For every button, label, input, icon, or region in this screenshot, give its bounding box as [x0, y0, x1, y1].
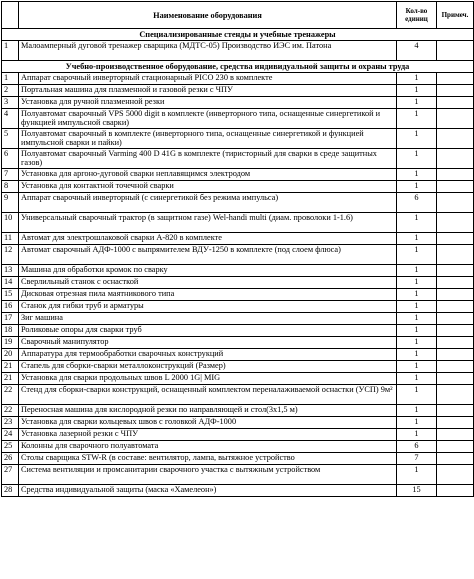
- row-equipment-name: Портальная машина для плазменной и газовой резки с ЧПУ: [19, 85, 397, 97]
- row-number: 15: [2, 289, 19, 301]
- row-number: 4: [2, 109, 19, 129]
- row-quantity: 1: [397, 417, 437, 429]
- row-note: [437, 349, 474, 361]
- row-quantity: 7: [397, 453, 437, 465]
- row-note: [437, 277, 474, 289]
- row-quantity: 1: [397, 277, 437, 289]
- row-quantity: 1: [397, 349, 437, 361]
- table-header-row: [2, 2, 474, 29]
- row-quantity: 1: [397, 301, 437, 313]
- row-number: 28: [2, 485, 19, 497]
- row-quantity: 1: [397, 405, 437, 417]
- row-number: 21: [2, 373, 19, 385]
- table-row: [2, 337, 474, 349]
- row-number: 3: [2, 97, 19, 109]
- row-note: [437, 149, 474, 169]
- row-note: [437, 361, 474, 373]
- row-note: [437, 41, 474, 61]
- header-note: Примеч.: [437, 2, 474, 29]
- row-equipment-name: Установка лазерной резки с ЧПУ: [19, 429, 397, 441]
- row-note: [437, 405, 474, 417]
- section-title: Учебно-производственное оборудование, средства индивидуальной защиты и охраны труда: [2, 61, 474, 73]
- row-note: [437, 417, 474, 429]
- row-quantity: 4: [397, 41, 437, 61]
- row-note: [437, 325, 474, 337]
- row-quantity: 1: [397, 465, 437, 485]
- row-equipment-name: Система вентиляции и промсанитарии сварочного участка с вытяжным устройством: [19, 465, 397, 485]
- table-row: [2, 453, 474, 465]
- row-quantity: 1: [397, 337, 437, 349]
- row-note: [437, 245, 474, 265]
- row-equipment-name: Роликовые опоры для сварки труб: [19, 325, 397, 337]
- row-note: [437, 265, 474, 277]
- row-number: 25: [2, 441, 19, 453]
- table-row: [2, 97, 474, 109]
- table-row: [2, 385, 474, 405]
- row-quantity: 1: [397, 373, 437, 385]
- row-number: 8: [2, 181, 19, 193]
- row-quantity: 1: [397, 325, 437, 337]
- table-row: [2, 429, 474, 441]
- row-number: 13: [2, 265, 19, 277]
- row-note: [437, 109, 474, 129]
- row-number: 9: [2, 193, 19, 213]
- row-note: [437, 193, 474, 213]
- table-row: [2, 213, 474, 233]
- row-number: 27: [2, 465, 19, 485]
- row-equipment-name: Столы сварщика STW-R (в составе: вентилятор, лампа, вытяжное устройство: [19, 453, 397, 465]
- row-equipment-name: Полуавтомат сварочный Varming 400 D 41G в комплекте (тиристорный для сварки в среде защитных газов): [19, 149, 397, 169]
- row-equipment-name: Сверлильный станок с оснасткой: [19, 277, 397, 289]
- table-row: [2, 245, 474, 265]
- table-row: [2, 349, 474, 361]
- row-equipment-name: Установка для аргоно-дуговой сварки неплавящимся электродом: [19, 169, 397, 181]
- table-row: [2, 325, 474, 337]
- row-quantity: 1: [397, 313, 437, 325]
- row-quantity: 1: [397, 129, 437, 149]
- row-quantity: 1: [397, 181, 437, 193]
- row-equipment-name: Машина для обработки кромок по сварку: [19, 265, 397, 277]
- header-equipment-name: Наименование оборудования: [19, 2, 397, 29]
- row-note: [437, 233, 474, 245]
- row-quantity: 1: [397, 169, 437, 181]
- row-equipment-name: Зиг машина: [19, 313, 397, 325]
- row-number: 11: [2, 233, 19, 245]
- table-row: [2, 277, 474, 289]
- row-number: 26: [2, 453, 19, 465]
- row-quantity: 1: [397, 265, 437, 277]
- row-number: 1: [2, 41, 19, 61]
- row-quantity: 1: [397, 85, 437, 97]
- row-number: 24: [2, 429, 19, 441]
- row-equipment-name: Аппарат сварочный инверторный (с синергетикой без режима импульса): [19, 193, 397, 213]
- row-number: 22: [2, 385, 19, 405]
- row-note: [437, 85, 474, 97]
- row-equipment-name: Полуавтомат сварочный в комплекте (инверторного типа, оснащенные синергетикой и функцией импульсной сварки и пайки): [19, 129, 397, 149]
- row-quantity: 1: [397, 233, 437, 245]
- table-row: [2, 169, 474, 181]
- row-note: [437, 129, 474, 149]
- row-equipment-name: Дисковая отрезная пила маятникового типа: [19, 289, 397, 301]
- table-row: [2, 193, 474, 213]
- row-number: 1: [2, 73, 19, 85]
- row-number: 20: [2, 349, 19, 361]
- row-number: 22: [2, 405, 19, 417]
- row-equipment-name: Установка для ручной плазменной резки: [19, 97, 397, 109]
- row-equipment-name: Сварочный манипулятор: [19, 337, 397, 349]
- row-quantity: 1: [397, 361, 437, 373]
- row-number: 21: [2, 361, 19, 373]
- row-note: [437, 441, 474, 453]
- row-equipment-name: Полуавтомат сварочный VPS 5000 digit в комплекте (инверторного типа, оснащенные синергетикой и функцией импульсной сварки): [19, 109, 397, 129]
- equipment-table: [1, 1, 474, 497]
- row-equipment-name: Универсальный сварочный трактор (в защитном газе) Wel-handi multi (диам. проволоки 1-1.6): [19, 213, 397, 233]
- section-title: Специализированные стенды и учебные тренажеры: [2, 29, 474, 41]
- table-row: [2, 233, 474, 245]
- row-number: 23: [2, 417, 19, 429]
- row-quantity: 1: [397, 97, 437, 109]
- row-quantity: 6: [397, 441, 437, 453]
- table-row: [2, 405, 474, 417]
- row-quantity: 1: [397, 73, 437, 85]
- row-number: 19: [2, 337, 19, 349]
- row-number: 12: [2, 245, 19, 265]
- table-body: [2, 29, 474, 497]
- row-equipment-name: Малоамперный дуговой тренажер сварщика (МДТС-05) Производство ИЭС им. Патона: [19, 41, 397, 61]
- row-quantity: 15: [397, 485, 437, 497]
- row-note: [437, 337, 474, 349]
- row-number: 10: [2, 213, 19, 233]
- row-note: [437, 465, 474, 485]
- table-row: [2, 129, 474, 149]
- row-note: [437, 213, 474, 233]
- row-equipment-name: Автомат сварочный АДФ-1000 с выпрямителем ВДУ-1250 в комплекте (под слоем флюса): [19, 245, 397, 265]
- table-row: [2, 85, 474, 97]
- row-equipment-name: Стенд для сборки-сварки конструкций, оснащенный комплектом переналаживаемой оснастки (УСП) 9м²: [19, 385, 397, 405]
- row-quantity: 1: [397, 213, 437, 233]
- row-note: [437, 73, 474, 85]
- row-equipment-name: Автомат для электрошлаковой сварки А-820 в комплекте: [19, 233, 397, 245]
- row-quantity: 6: [397, 193, 437, 213]
- row-number: 16: [2, 301, 19, 313]
- row-quantity: 1: [397, 429, 437, 441]
- row-number: 5: [2, 129, 19, 149]
- row-equipment-name: Установка для контактной точечной сварки: [19, 181, 397, 193]
- row-note: [437, 385, 474, 405]
- row-equipment-name: Установка для сварки кольцевых швов с головкой АДФ-1000: [19, 417, 397, 429]
- table-row: [2, 465, 474, 485]
- table-row: [2, 441, 474, 453]
- row-note: [437, 169, 474, 181]
- row-number: 2: [2, 85, 19, 97]
- row-quantity: 1: [397, 109, 437, 129]
- table-row: [2, 265, 474, 277]
- row-note: [437, 429, 474, 441]
- row-equipment-name: Аппарат сварочный инверторный стационарный PICO 230 в комплекте: [19, 73, 397, 85]
- row-number: 18: [2, 325, 19, 337]
- row-equipment-name: Станок для гибки труб и арматуры: [19, 301, 397, 313]
- table-row: [2, 373, 474, 385]
- header-number: [2, 2, 19, 29]
- table-row: [2, 485, 474, 497]
- row-quantity: 1: [397, 289, 437, 301]
- row-equipment-name: Колонны для сварочного полуавтомата: [19, 441, 397, 453]
- section-header-row: [2, 29, 474, 41]
- table-row: [2, 41, 474, 61]
- section-header-row: [2, 61, 474, 73]
- row-note: [437, 301, 474, 313]
- table-row: [2, 361, 474, 373]
- row-equipment-name: Средства индивидуальной защиты (маска «Хамелеон»): [19, 485, 397, 497]
- table-row: [2, 109, 474, 129]
- header-quantity: Кол-во единиц: [397, 2, 437, 29]
- row-note: [437, 373, 474, 385]
- row-quantity: 1: [397, 149, 437, 169]
- table-row: [2, 73, 474, 85]
- row-note: [437, 289, 474, 301]
- row-number: 14: [2, 277, 19, 289]
- row-note: [437, 313, 474, 325]
- table-row: [2, 181, 474, 193]
- row-equipment-name: Стапель для сборки-сварки металлоконструкций (Размер): [19, 361, 397, 373]
- table-row: [2, 313, 474, 325]
- row-quantity: 1: [397, 245, 437, 265]
- table-row: [2, 289, 474, 301]
- row-equipment-name: Установка для сварки продольных швов L 2000 1G| MIG: [19, 373, 397, 385]
- row-equipment-name: Переносная машина для кислородной резки по направляющей и стол(3х1,5 м): [19, 405, 397, 417]
- row-number: 17: [2, 313, 19, 325]
- row-note: [437, 453, 474, 465]
- table-row: [2, 149, 474, 169]
- row-equipment-name: Аппаратура для термообработки сварочных конструкций: [19, 349, 397, 361]
- row-note: [437, 181, 474, 193]
- row-number: 6: [2, 149, 19, 169]
- row-quantity: 1: [397, 385, 437, 405]
- row-note: [437, 485, 474, 497]
- row-note: [437, 97, 474, 109]
- row-number: 7: [2, 169, 19, 181]
- table-row: [2, 417, 474, 429]
- table-row: [2, 301, 474, 313]
